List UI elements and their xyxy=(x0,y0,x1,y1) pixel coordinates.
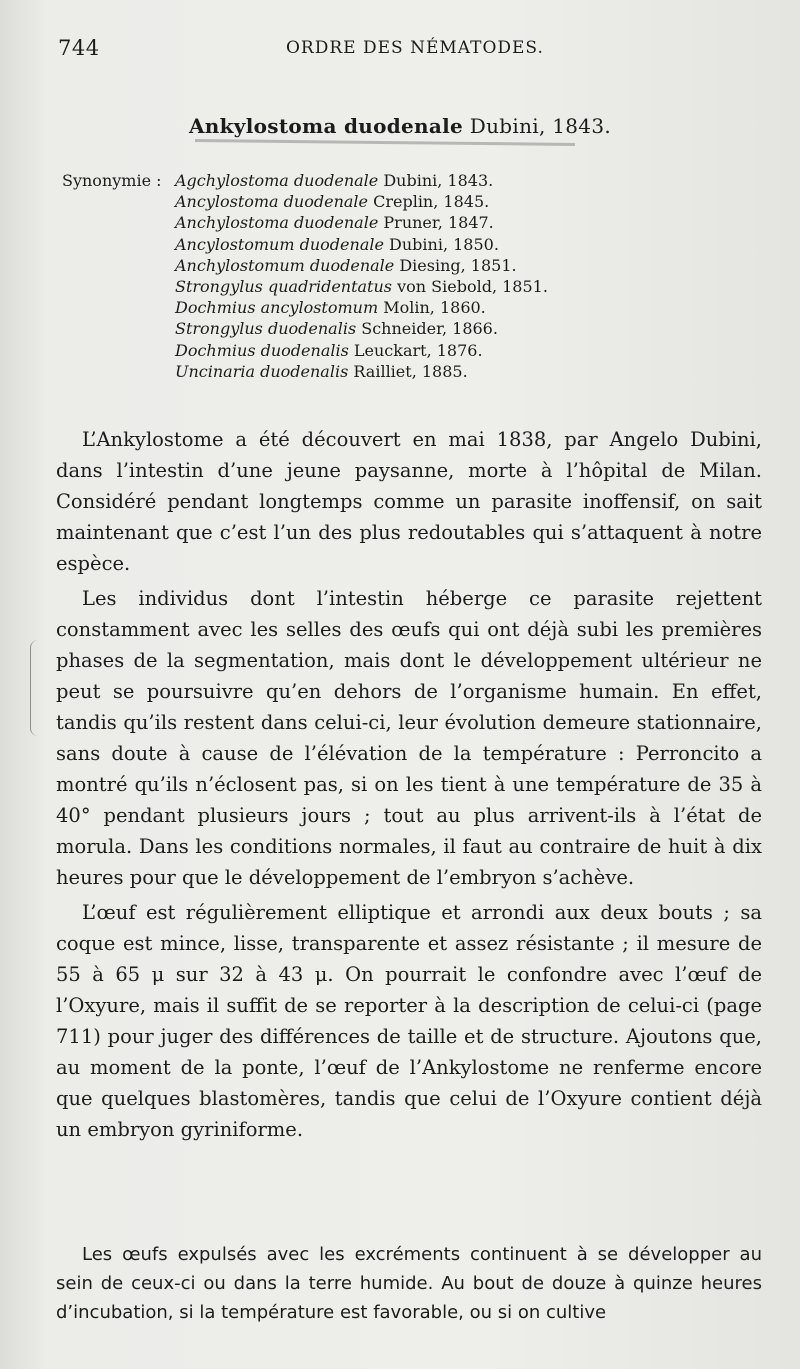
small-print-text xyxy=(56,1240,762,1327)
species-author: Dubini, 1843. xyxy=(469,114,612,138)
synonym-taxon: Ancylostomum duodenale xyxy=(175,234,384,254)
paragraph: L’œuf est régulièrement elliptique et arrondi aux deux bouts ; sa coque est mince, lisse, transparente et assez résistante ; il mesure de 55 à 65 μ sur 32 à 43 μ. On pourrait le confondre avec l’œuf de l’Oxyure, mais il suffit de se reporter à la description de celui-ci (page 711) pour juger des différences de taille et de structure. Ajoutons que, au moment de la ponte, l’œuf de l’Ankylostome ne renferme encore que quelques blastomères, tandis que celui de l’Oxyure contient déjà un embryon gyriniforme. xyxy=(56,901,762,1141)
paragraph: L’Ankylostome a été découvert en mai 1838, par Angelo Dubini, dans l’intestin d’une jeune paysanne, morte à l’hôpital de Milan. Considéré pendant longtemps comme un parasite inoffensif, on sait maintenant que c’est l’un des plus redoutables qui s’attaquent à notre espèce. xyxy=(56,428,762,575)
synonym-author: Schneider, 1866. xyxy=(361,319,498,339)
synonym-author: Leuckart, 1876. xyxy=(353,340,483,360)
body-text xyxy=(56,424,762,1149)
synonym-taxon: Anchylostomum duodenale xyxy=(175,255,395,275)
synonym-author: Railliet, 1885. xyxy=(353,361,468,381)
synonym-taxon: Strongylus quadridentatus xyxy=(175,277,392,297)
synonym-taxon: Dochmius duodenalis xyxy=(175,340,349,360)
synonym-entry xyxy=(175,276,735,297)
paragraph: Les individus dont l’intestin héberge ce parasite rejettent constamment avec les selles des œufs qui ont déjà subi les premières phases de la segmentation, mais dont le développement ultérieur ne peut se poursuivre qu’en dehors de l’organisme humain. En effet, tandis qu’ils restent dans celui-ci, leur évolution demeure stationnaire, sans doute à cause de l’élévation de la température : Perroncito a montré qu’ils n’éclosent pas, si on les tient à une température de 35 à 40° pendant plusieurs jours ; tout au plus arrivent-ils à l’état de morula. Dans les conditions normales, il faut au contraire de huit à dix heures pour que le développement de l’embryon s’achève. xyxy=(56,587,762,889)
synonym-author: Dubini, 1850. xyxy=(389,234,499,254)
synonym-taxon: Uncinaria duodenalis xyxy=(175,361,349,381)
synonym-author: Pruner, 1847. xyxy=(383,213,494,233)
synonym-author: von Siebold, 1851. xyxy=(397,277,548,297)
synonym-author: Creplin, 1845. xyxy=(373,192,490,212)
species-name: Ankylostoma duodenale xyxy=(188,114,464,138)
synonymy-label: Synonymie : xyxy=(62,171,162,190)
synonym-entry xyxy=(175,191,735,212)
synonym-entry xyxy=(175,340,735,361)
synonym-taxon: Anchylostoma duodenale xyxy=(175,213,379,233)
pencil-underline xyxy=(195,139,575,146)
synonym-entry xyxy=(175,297,735,318)
synonym-author: Molin, 1860. xyxy=(383,298,486,318)
synonym-taxon: Dochmius ancylostomum xyxy=(175,298,379,318)
synonym-entry xyxy=(175,255,735,276)
synonym-taxon: Agchylostoma duodenale xyxy=(175,171,379,190)
synonym-entry xyxy=(175,170,735,191)
synonym-entry xyxy=(175,234,735,255)
synonym-entry xyxy=(175,318,735,339)
synonym-author: Diesing, 1851. xyxy=(399,255,517,275)
synonym-taxon: Ancylostoma duodenale xyxy=(175,192,368,212)
synonym-author: Dubini, 1843. xyxy=(383,171,494,190)
small-paragraph: Les œufs expulsés avec les excréments continuent à se développer au sein de ceux-ci ou dans la terre humide. Au bout de douze à quinze heures d’incubation, si la température est favorable, ou si on cultive xyxy=(56,1244,762,1323)
synonym-taxon: Strongylus duodenalis xyxy=(175,319,357,339)
page-header xyxy=(58,36,760,66)
synonymy-list xyxy=(175,170,735,382)
pencil-margin-bracket xyxy=(30,640,39,736)
running-title: ORDRE DES NÉMATODES. xyxy=(286,38,544,58)
synonym-entry xyxy=(175,361,735,382)
synonym-entry xyxy=(175,212,735,233)
species-heading xyxy=(0,114,800,138)
page-number: 744 xyxy=(58,36,100,60)
